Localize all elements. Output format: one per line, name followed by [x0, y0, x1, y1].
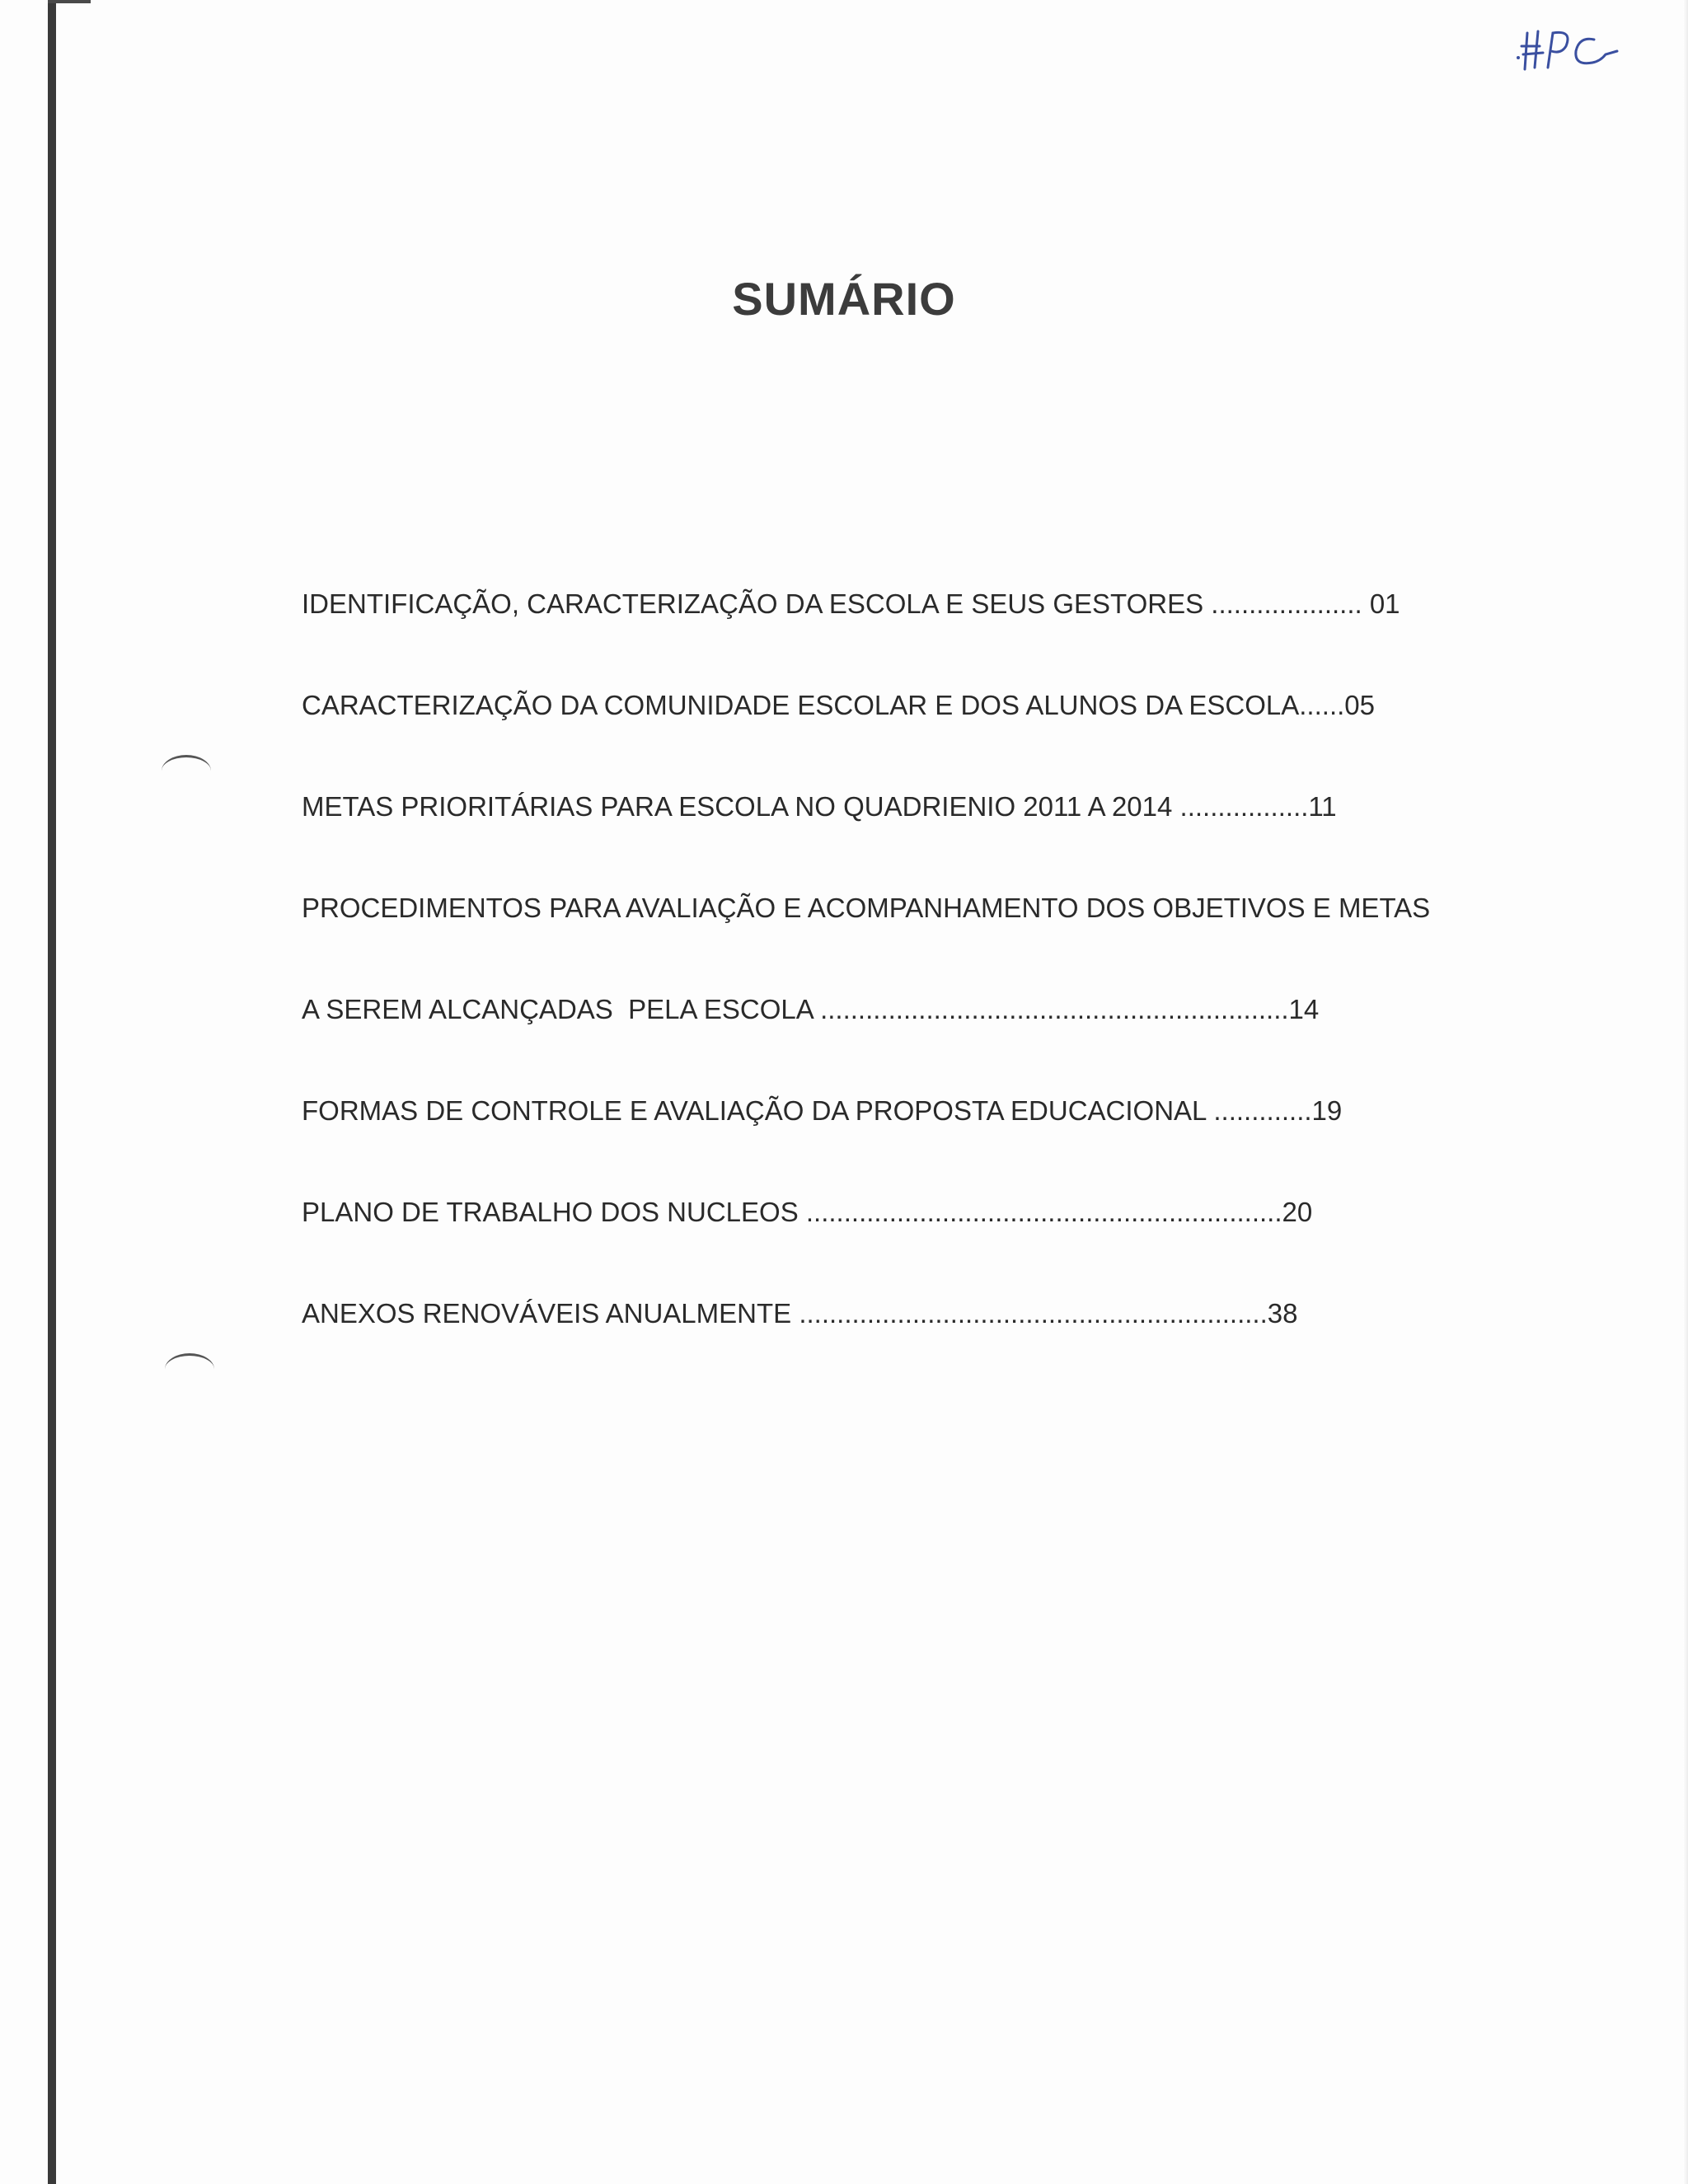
toc-entry-plano-trabalho	[302, 1192, 1423, 1233]
toc-line: IDENTIFICAÇÃO, CARACTERIZAÇÃO DA ESCOLA E SEUS GESTORES .................... 01	[302, 588, 1400, 619]
toc-line: ANEXOS RENOVÁVEIS ANUALMENTE ..............................................................38	[302, 1298, 1298, 1329]
toc-line: CARACTERIZAÇÃO DA COMUNIDADE ESCOLAR E DOS ALUNOS DA ESCOLA......05	[302, 690, 1375, 720]
toc-entry-metas	[302, 786, 1423, 827]
toc-line: PLANO DE TRABALHO DOS NUCLEOS ...............................................................20	[302, 1197, 1313, 1227]
toc-entry-anexos	[302, 1293, 1423, 1334]
scan-right-shadow	[1683, 0, 1688, 2184]
punch-hole-mark-lower	[165, 1353, 214, 1385]
scan-top-mark	[48, 0, 91, 3]
table-of-contents	[302, 583, 1431, 1394]
toc-entry-procedimentos	[302, 888, 1431, 1030]
summary-title: SUMÁRIO	[732, 273, 956, 325]
toc-entry-identificacao	[302, 583, 1423, 625]
toc-line: METAS PRIORITÁRIAS PARA ESCOLA NO QUADRIENIO 2011 A 2014 .................11	[302, 791, 1337, 822]
scan-left-edge	[48, 0, 56, 2184]
toc-entry-formas-controle	[302, 1090, 1423, 1132]
toc-line: FORMAS DE CONTROLE E AVALIAÇÃO DA PROPOSTA EDUCACIONAL .............19	[302, 1095, 1343, 1126]
toc-entry-caracterizacao	[302, 685, 1423, 726]
handwritten-initials	[1515, 21, 1622, 79]
punch-hole-mark-upper	[162, 755, 211, 787]
toc-line: PROCEDIMENTOS PARA AVALIAÇÃO E ACOMPANHAMENTO DOS OBJETIVOS E METAS	[302, 893, 1431, 923]
toc-line: A SEREM ALCANÇADAS PELA ESCOLA ..............................................................14	[302, 994, 1320, 1024]
